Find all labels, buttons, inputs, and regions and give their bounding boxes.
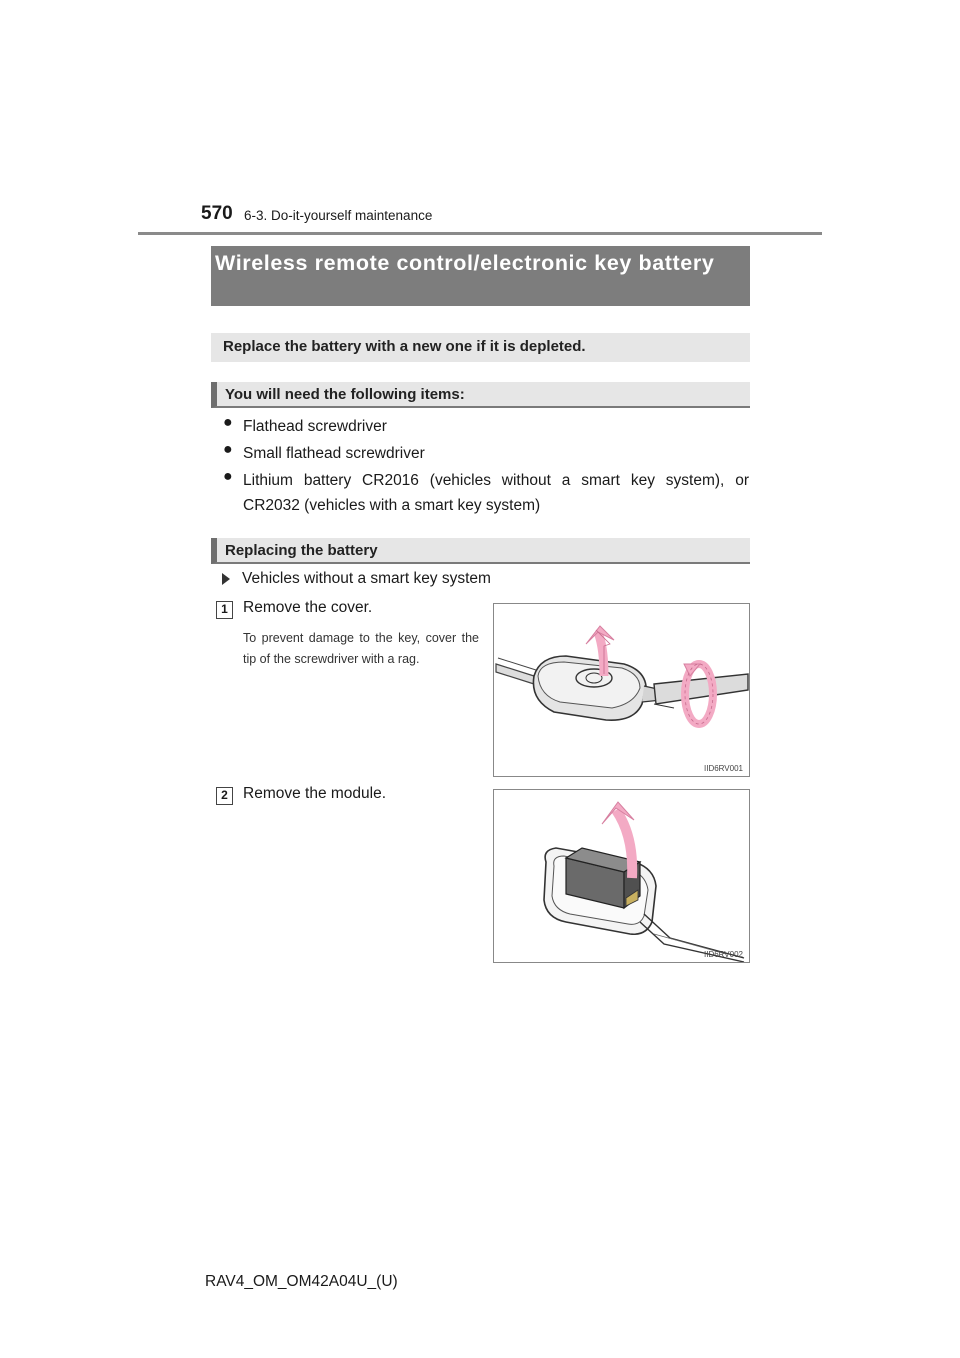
- figure-code: IID6RV001: [704, 764, 743, 773]
- section-reference: 6-3. Do-it-yourself maintenance: [244, 208, 433, 223]
- key-module-drawing: [494, 790, 749, 962]
- figure-code: IID6RV002: [704, 950, 743, 959]
- step-text: Remove the module.: [243, 785, 387, 802]
- key-module-illustration: [493, 789, 750, 963]
- page-title: Wireless remote control/electronic key battery: [211, 246, 750, 306]
- items-heading: You will need the following items:: [211, 382, 750, 408]
- step-number: 2: [216, 787, 233, 805]
- step-number: 1: [216, 601, 233, 619]
- intro-box: Replace the battery with a new one if it is depleted.: [211, 333, 750, 362]
- header-rule: [138, 232, 822, 235]
- triangle-arrow-icon: [222, 573, 230, 585]
- sub-heading-text: Vehicles without a smart key system: [242, 570, 491, 587]
- replace-heading: Replacing the battery: [211, 538, 750, 564]
- key-cover-illustration: [493, 603, 750, 777]
- footer-document-code: RAV4_OM_OM42A04U_(U): [205, 1273, 398, 1290]
- list-item-text: Flathead screwdriver: [243, 418, 387, 435]
- bullet-icon: ●: [223, 441, 233, 458]
- list-item-text: Small flathead screwdriver: [243, 445, 425, 462]
- list-item-text: Lithium battery CR2016 (vehicles without a smart key system), or CR2032 (vehicles with a smart key system): [243, 472, 749, 514]
- step-text: Remove the cover.: [243, 599, 373, 616]
- page-number: 570: [201, 203, 233, 224]
- bullet-icon: ●: [223, 414, 233, 431]
- bullet-icon: ●: [223, 468, 233, 485]
- step-note: To prevent damage to the key, cover the tip of the screwdriver with a rag.: [243, 631, 479, 666]
- key-cover-drawing: [494, 604, 749, 776]
